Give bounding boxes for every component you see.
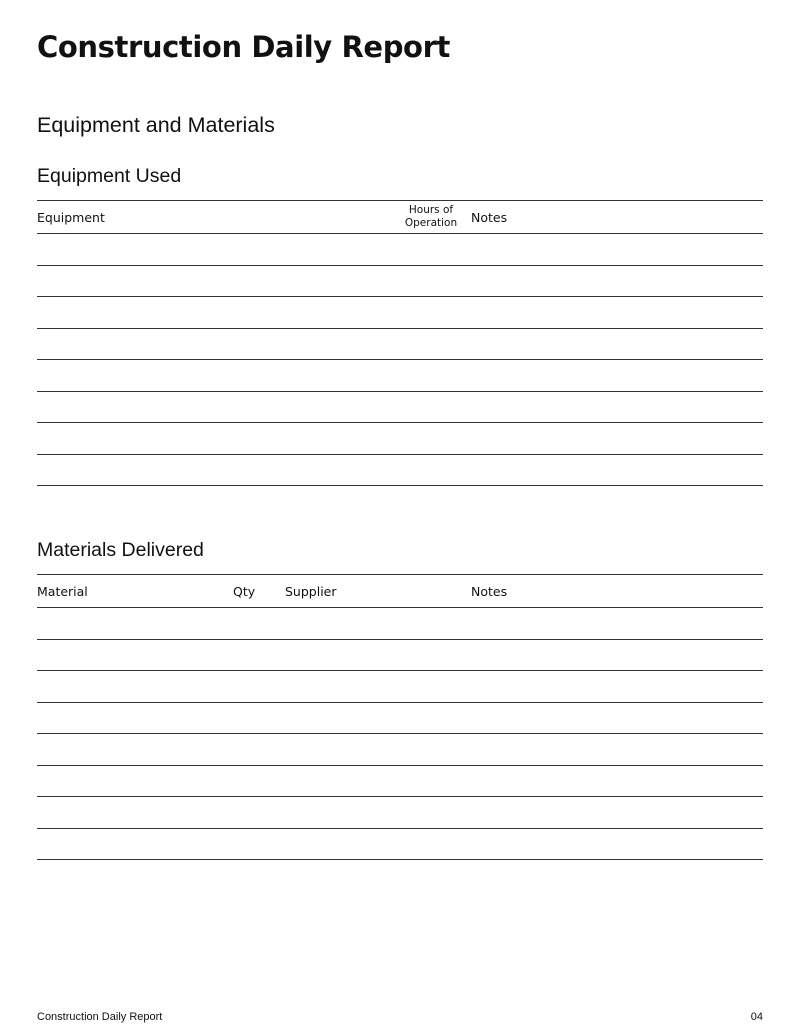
equipment-table-row[interactable]: [37, 234, 763, 266]
material-column-header: Material: [37, 583, 88, 599]
equipment-table-row[interactable]: [37, 329, 763, 361]
materials-table-row[interactable]: [37, 829, 763, 861]
equipment-table-row[interactable]: [37, 455, 763, 487]
materials-delivered-heading: Materials Delivered: [37, 539, 204, 561]
equipment-table-header: [37, 200, 763, 234]
materials-table-row[interactable]: [37, 640, 763, 672]
equipment-table: [37, 200, 763, 486]
qty-column-header: Qty: [233, 583, 256, 599]
equipment-notes-column-header: Notes: [471, 209, 508, 225]
materials-rows: [37, 608, 763, 860]
equipment-table-row[interactable]: [37, 423, 763, 455]
materials-table-row[interactable]: [37, 703, 763, 735]
equipment-table-row[interactable]: [37, 297, 763, 329]
materials-table-header: [37, 574, 763, 608]
materials-notes-column-header: Notes: [471, 583, 508, 599]
materials-table-row[interactable]: [37, 671, 763, 703]
equipment-column-header: Equipment: [37, 209, 105, 225]
materials-table: [37, 574, 763, 860]
hours-column-header: Hours of Operation: [404, 204, 458, 229]
page-number: 04: [750, 1011, 763, 1023]
materials-table-row[interactable]: [37, 766, 763, 798]
section-heading: Equipment and Materials: [37, 113, 275, 137]
materials-table-row[interactable]: [37, 608, 763, 640]
footer-title: Construction Daily Report: [37, 1011, 163, 1023]
equipment-table-row[interactable]: [37, 266, 763, 298]
materials-table-row[interactable]: [37, 797, 763, 829]
equipment-table-row[interactable]: [37, 392, 763, 424]
equipment-rows: [37, 234, 763, 486]
equipment-used-heading: Equipment Used: [37, 165, 182, 187]
supplier-column-header: Supplier: [285, 583, 337, 599]
equipment-table-row[interactable]: [37, 360, 763, 392]
document-title: Construction Daily Report: [37, 30, 450, 64]
materials-table-row[interactable]: [37, 734, 763, 766]
